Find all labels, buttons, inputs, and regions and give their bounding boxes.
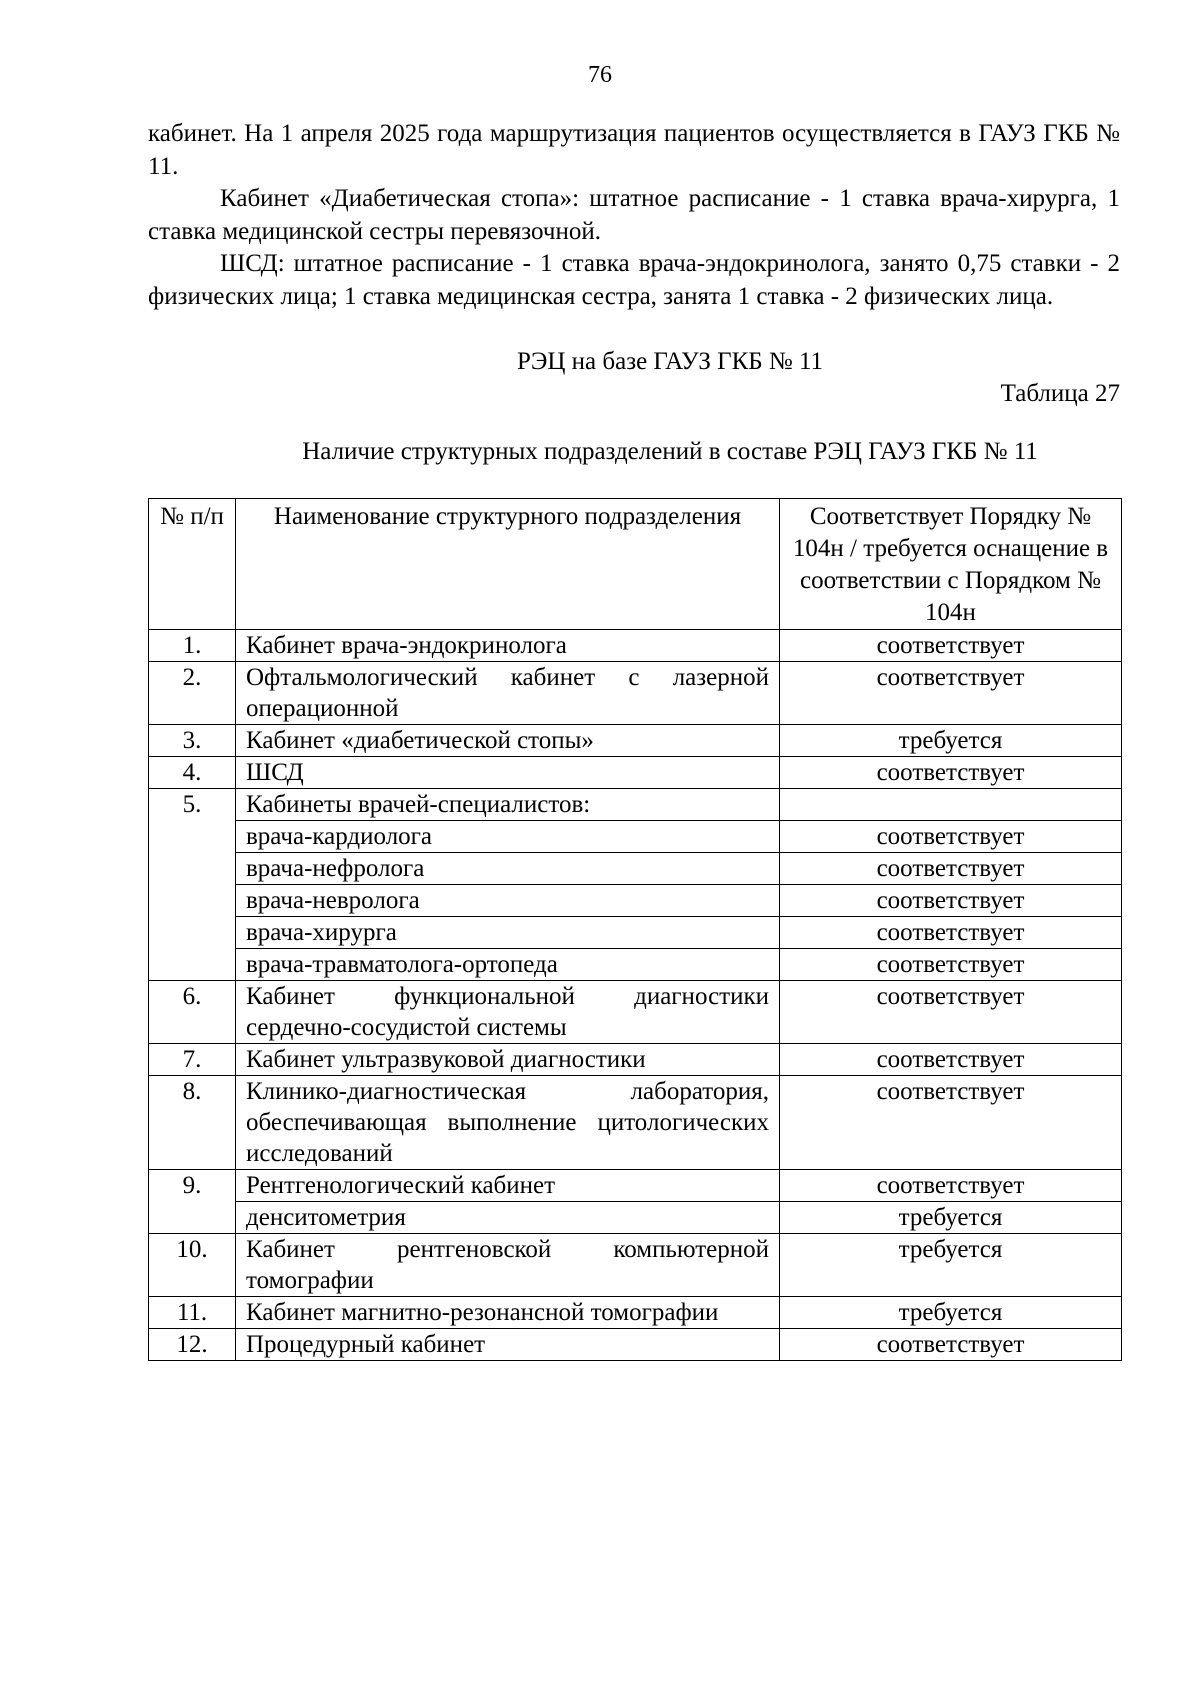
table-row xyxy=(149,885,1122,917)
row-status: соответствует xyxy=(780,662,1122,725)
row-name: Процедурный кабинет xyxy=(236,1329,780,1361)
paragraph: кабинет. На 1 апреля 2025 года маршрутизация пациентов осуществляется в ГАУЗ ГКБ № 11. xyxy=(148,120,1120,180)
table-row xyxy=(149,949,1122,981)
paragraph: ШСД: штатное расписание - 1 ставка врача-эндокринолога, занято 0,75 ставки - 2 физических лица; 1 ставка медицинская сестра, занята 1 ставка - 2 физических лица. xyxy=(148,250,1120,310)
row-num: 12. xyxy=(149,1329,236,1361)
page-number: 76 xyxy=(588,62,612,88)
table-row xyxy=(149,1044,1122,1076)
row-name: врача-нефролога xyxy=(236,853,780,885)
row-num: 6. xyxy=(149,981,236,1044)
row-name: ШСД xyxy=(236,757,780,789)
table-row xyxy=(149,1234,1122,1297)
table-row xyxy=(149,1297,1122,1329)
header-status: Соответствует Порядку № 104н / требуется оснащение в соответствии с Порядком № 104н xyxy=(780,499,1122,630)
row-status: соответствует xyxy=(780,853,1122,885)
row-status: соответствует xyxy=(780,981,1122,1044)
header-name: Наименование структурного подразделения xyxy=(236,499,780,630)
table-row xyxy=(149,1329,1122,1361)
row-name: врача-кардиолога xyxy=(236,821,780,853)
row-status: требуется xyxy=(780,1234,1122,1297)
row-num: 2. xyxy=(149,662,236,725)
row-status: соответствует xyxy=(780,885,1122,917)
table-label: Таблица 27 xyxy=(1000,380,1120,407)
table-row xyxy=(149,725,1122,757)
paragraph: Кабинет «Диабетическая стопа»: штатное расписание - 1 ставка врача-хирурга, 1 ставка медицинской сестры перевязочной. xyxy=(148,185,1120,245)
row-status: требуется xyxy=(780,1297,1122,1329)
section-subheading: РЭЦ на базе ГАУЗ ГКБ № 11 xyxy=(516,348,824,375)
row-name: Кабинет ультразвуковой диагностики xyxy=(236,1044,780,1076)
header-num: № п/п xyxy=(149,499,236,630)
row-num: 1. xyxy=(149,630,236,662)
row-status: соответствует xyxy=(780,630,1122,662)
row-name: Кабинет «диабетической стопы» xyxy=(236,725,780,757)
table-row xyxy=(149,1170,1122,1202)
row-name: Кабинет функциональной диагностики сердечно-сосудистой системы xyxy=(236,981,780,1044)
row-num: 7. xyxy=(149,1044,236,1076)
row-name: Кабинет рентгеновской компьютерной томографии xyxy=(236,1234,780,1297)
row-name: врача-хирурга xyxy=(236,917,780,949)
row-name: врача-травматолога-ортопеда xyxy=(236,949,780,981)
row-name: Кабинет магнитно-резонансной томографии xyxy=(236,1297,780,1329)
row-name: врача-невролога xyxy=(236,885,780,917)
row-name: денситометрия xyxy=(236,1202,780,1234)
table-row xyxy=(149,821,1122,853)
row-status: соответствует xyxy=(780,1170,1122,1202)
table-caption: Наличие структурных подразделений в составе РЭЦ ГАУЗ ГКБ № 11 xyxy=(302,438,1038,465)
row-name: Офтальмологический кабинет с лазерной операционной xyxy=(236,662,780,725)
row-num: 10. xyxy=(149,1234,236,1297)
row-name: Клинико-диагностическая лаборатория, обеспечивающая выполнение цитологических исследований xyxy=(236,1076,780,1170)
row-status: соответствует xyxy=(780,917,1122,949)
row-num: 8. xyxy=(149,1076,236,1170)
facilities-table xyxy=(148,498,1122,1361)
row-status: требуется xyxy=(780,1202,1122,1234)
row-status xyxy=(780,789,1122,821)
table-row xyxy=(149,1202,1122,1234)
row-status: требуется xyxy=(780,725,1122,757)
row-num: 4. xyxy=(149,757,236,789)
row-name: Рентгенологический кабинет xyxy=(236,1170,780,1202)
row-name: Кабинет врача-эндокринолога xyxy=(236,630,780,662)
row-name: Кабинеты врачей-специалистов: xyxy=(236,789,780,821)
row-num: 9. xyxy=(149,1170,236,1234)
row-num: 3. xyxy=(149,725,236,757)
table-row xyxy=(149,981,1122,1044)
row-status: соответствует xyxy=(780,1044,1122,1076)
row-status: соответствует xyxy=(780,757,1122,789)
table-row xyxy=(149,853,1122,885)
table-row xyxy=(149,662,1122,725)
row-num: 5. xyxy=(149,789,236,981)
row-status: соответствует xyxy=(780,821,1122,853)
table-row xyxy=(149,917,1122,949)
row-status: соответствует xyxy=(780,1076,1122,1170)
row-num: 11. xyxy=(149,1297,236,1329)
body-text xyxy=(148,118,1120,313)
row-status: соответствует xyxy=(780,949,1122,981)
table-row xyxy=(149,1076,1122,1170)
table-row xyxy=(149,789,1122,821)
table-row xyxy=(149,630,1122,662)
table-row xyxy=(149,757,1122,789)
table-header-row xyxy=(149,499,1122,630)
row-status: соответствует xyxy=(780,1329,1122,1361)
